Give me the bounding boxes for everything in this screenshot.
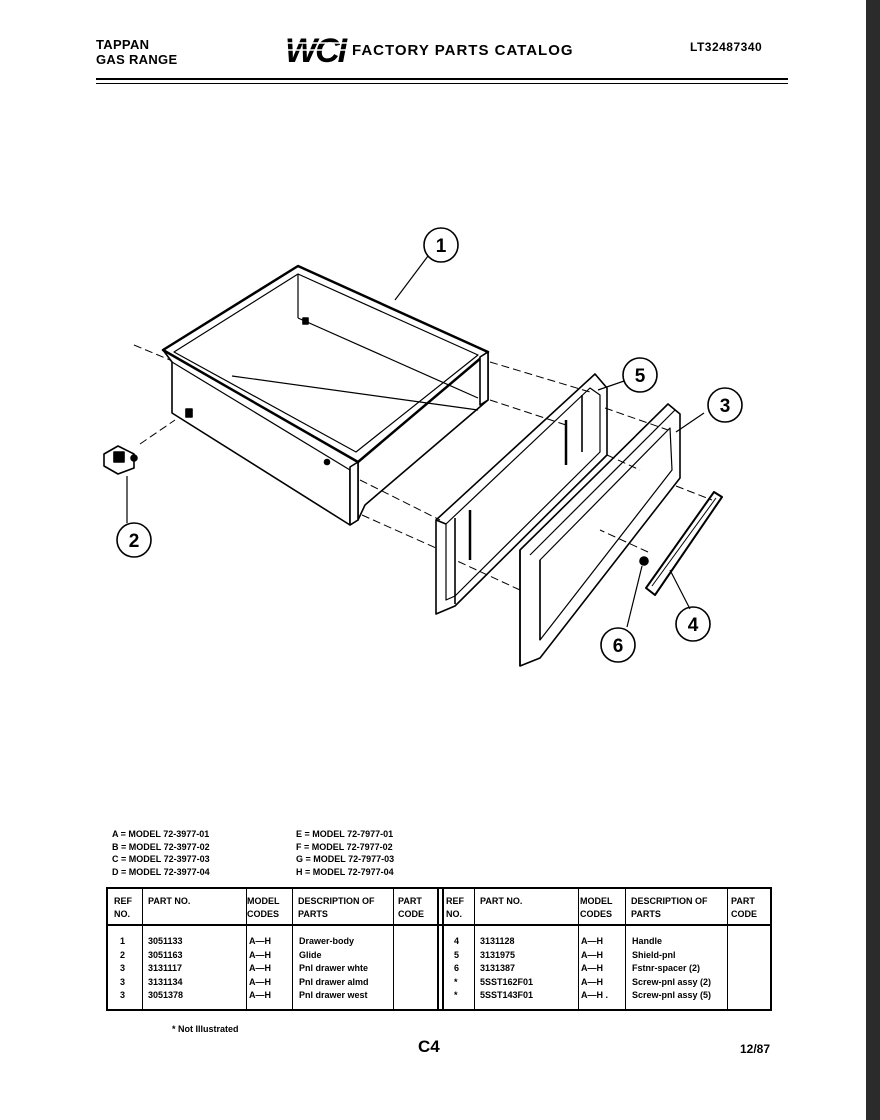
model-legend-item: E = MODEL 72-7977-01 — [296, 829, 394, 839]
model-legend-item: H = MODEL 72-7977-04 — [296, 866, 394, 877]
table-cell: 3051133 — [148, 936, 183, 946]
header-part-no: PART NO. — [480, 896, 523, 906]
description-column — [299, 935, 369, 1003]
table-cell: 2 — [120, 949, 126, 960]
parts-table — [106, 887, 772, 1011]
header-description: DESCRIPTION OF PARTS — [298, 896, 375, 919]
header-ref-no: REF NO. — [446, 896, 464, 919]
table-cell: 1 — [120, 936, 126, 946]
model-legend-left — [112, 828, 210, 878]
drawer-glide — [104, 446, 137, 474]
table-cell: 3131128 — [480, 936, 515, 946]
table-cell: 3 — [120, 963, 126, 973]
page-code: C4 — [418, 1037, 440, 1056]
callout-6: 6 — [612, 636, 624, 657]
table-cell: Shield-pnl — [632, 949, 676, 960]
table-cell: 3131134 — [148, 976, 183, 987]
table-cell: A—H — [581, 936, 603, 946]
catalog-title: FACTORY PARTS CATALOG — [352, 42, 574, 59]
ref-column — [454, 935, 459, 1003]
header-model-codes: MODEL CODES — [580, 896, 613, 919]
table-cell: A—H — [249, 976, 271, 987]
table-cell: A—H — [581, 976, 603, 987]
table-cell: A—H — [249, 990, 271, 1000]
table-cell: Fstnr-spacer (2) — [632, 963, 701, 973]
table-cell: A—H — [249, 936, 271, 946]
table-cell: 3 — [120, 990, 126, 1000]
model-legend-item: B = MODEL 72-3977-02 — [112, 841, 210, 852]
model-legend-item: A = MODEL 72-3977-01 — [112, 829, 210, 839]
product-name: GAS RANGE — [96, 52, 178, 67]
header-description: DESCRIPTION OF PARTS — [631, 896, 708, 919]
table-cell: 3 — [120, 976, 126, 987]
table-cell: Glide — [299, 949, 322, 960]
model-column — [581, 935, 608, 1003]
part-column — [480, 935, 533, 1003]
part-column — [148, 935, 183, 1003]
table-cell: Handle — [632, 936, 663, 946]
model-column — [249, 935, 271, 1003]
table-cell: 3131117 — [148, 963, 183, 973]
table-cell: Pnl drawer west — [299, 990, 368, 1000]
header-model-codes: MODEL CODES — [247, 896, 280, 919]
brand-name: TAPPAN — [96, 37, 150, 52]
table-cell: A—H — [249, 949, 271, 960]
callout-3: 3 — [719, 396, 731, 417]
callout-5: 5 — [634, 366, 646, 387]
header-ref-no: REF NO. — [114, 896, 132, 919]
wci-logo-text: WCI — [285, 32, 346, 67]
table-cell: A—H — [581, 963, 603, 973]
callout-4: 4 — [687, 615, 699, 636]
table-cell: Screw-pnl assy (5) — [632, 990, 712, 1000]
table-cell: 3131975 — [480, 949, 516, 960]
table-cell: 5SST162F01 — [480, 976, 534, 987]
table-cell: Screw-pnl assy (2) — [632, 976, 712, 987]
table-cell: 5SST143F01 — [480, 990, 534, 1000]
model-legend-right — [296, 828, 394, 878]
table-cell: Drawer-body — [299, 936, 355, 946]
table-cell: A—H . — [581, 990, 608, 1000]
table-cell: * — [454, 976, 458, 987]
table-cell: 3051378 — [148, 990, 184, 1000]
model-legend-item: F = MODEL 72-7977-02 — [296, 841, 393, 852]
table-cell: A—H — [249, 963, 271, 973]
header-divider — [108, 924, 770, 926]
footnote: * Not Illustrated — [172, 1024, 239, 1034]
model-legend-item: D = MODEL 72-3977-04 — [112, 866, 210, 877]
description-column — [632, 935, 711, 1003]
header-part-code: PART CODE — [731, 896, 758, 919]
table-cell: 4 — [454, 936, 460, 946]
table-cell: * — [454, 990, 458, 1000]
table-cell: 3131387 — [480, 963, 516, 973]
callout-2: 2 — [128, 531, 140, 552]
drawer-body — [163, 266, 488, 525]
model-legend-item: C = MODEL 72-3977-03 — [112, 854, 210, 864]
model-legend-item: G = MODEL 72-7977-03 — [296, 854, 395, 864]
table-cell: A—H — [581, 949, 603, 960]
table-cell: Pnl drawer almd — [299, 976, 369, 987]
callout-1: 1 — [435, 236, 447, 257]
shield-panel — [436, 374, 607, 614]
header-part-no: PART NO. — [148, 896, 191, 906]
spacer — [640, 557, 648, 565]
table-cell: 6 — [454, 963, 460, 973]
page-date: 12/87 — [740, 1042, 771, 1056]
table-cell: 3051163 — [148, 949, 183, 960]
ref-column — [120, 935, 125, 1003]
table-cell: 5 — [454, 949, 460, 960]
catalog-id: LT32487340 — [690, 40, 763, 54]
header-part-code: PART CODE — [398, 896, 425, 919]
table-cell: Pnl drawer whte — [299, 963, 369, 973]
